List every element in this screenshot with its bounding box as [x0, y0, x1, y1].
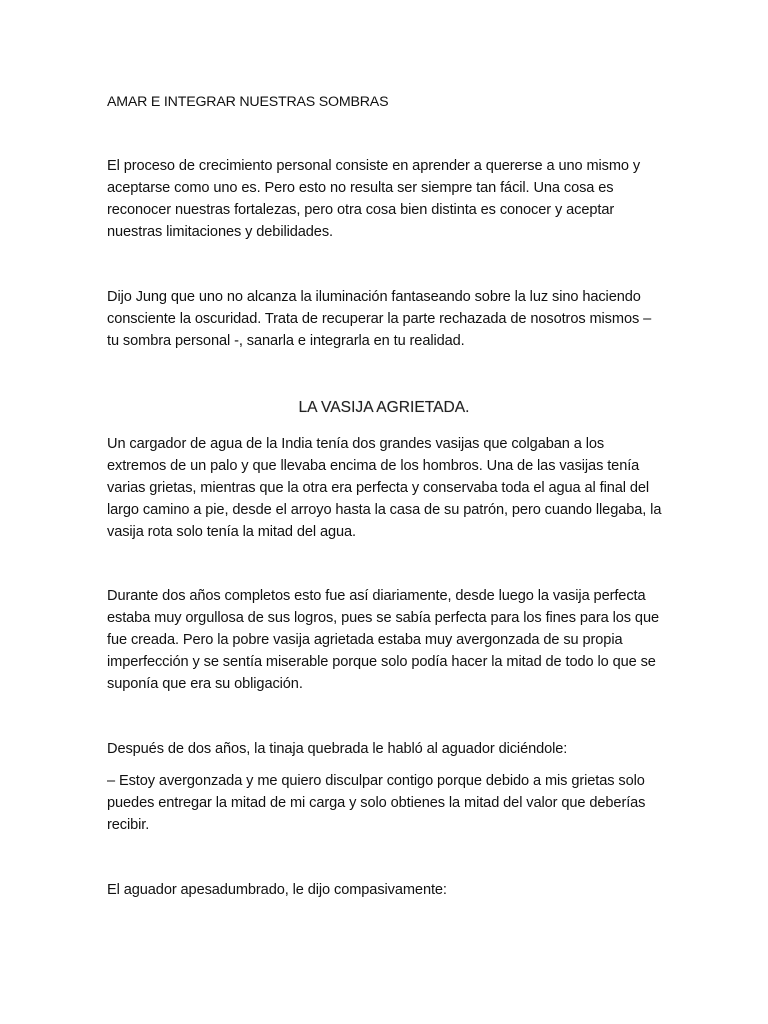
story-paragraph-2: Durante dos años completos esto fue así diariamente, desde luego la vasija perfecta estaba muy orgullosa de sus logros, pues se sabía perfecta para los fines para los que fue creada. Pero la pobre vasija agrietada estaba muy avergonzada de su propia imperfección y se sentía miserable porque solo podía hacer la mitad de todo lo que se suponía que era su obligación. — [107, 588, 659, 692]
intro-paragraph-1: El proceso de crecimiento personal consiste en aprender a quererse a uno mismo y aceptarse como uno es. Pero esto no resulta ser siempre tan fácil. Una cosa es reconocer nuestras fortalezas, pero otra cosa bien distinta es conocer y aceptar nuestras limitaciones y debilidades. — [107, 158, 641, 240]
story-paragraph-4: – Estoy avergonzada y me quiero disculpar contigo porque debido a mis grietas solo puedes entregar la mitad de mi carga y solo obtienes la mitad del valor que deberías recibir. — [107, 773, 646, 833]
story-paragraph-3: Después de dos años, la tinaja quebrada le habló al aguador diciéndole: — [107, 741, 568, 757]
story-paragraph-1: Un cargador de agua de la India tenía dos grandes vasijas que colgaban a los extremos de un palo y que llevaba encima de los hombros. Una de las vasijas tenía varias grietas, mientras que la otra era perfecta y conservaba toda el agua al final del largo camino a pie, desde el arroyo hasta la casa de su patrón, pero cuando llegaba, la vasija rota solo tenía la mitad del agua. — [107, 436, 662, 540]
section-title: LA VASIJA AGRIETADA. — [298, 399, 470, 416]
document-title: AMAR E INTEGRAR NUESTRAS SOMBRAS — [107, 94, 389, 110]
story-paragraph-5: El aguador apesadumbrado, le dijo compasivamente: — [107, 882, 447, 898]
intro-paragraph-2: Dijo Jung que uno no alcanza la iluminación fantaseando sobre la luz sino haciendo consciente la oscuridad. Trata de recuperar la parte rechazada de nosotros mismos – tu sombra personal -, sanarla e integrarla en tu realidad. — [107, 289, 652, 349]
